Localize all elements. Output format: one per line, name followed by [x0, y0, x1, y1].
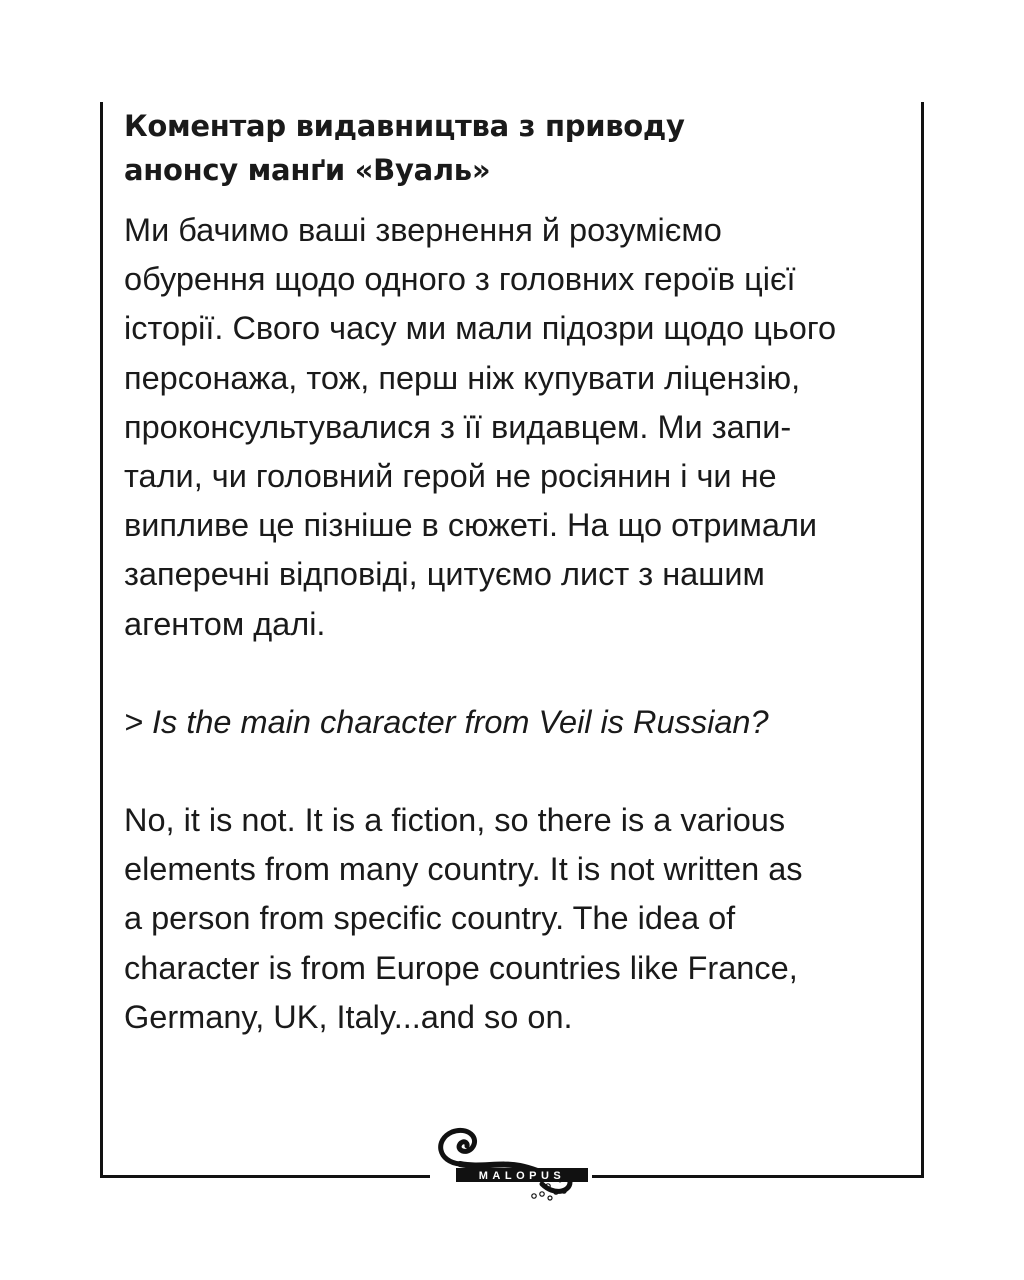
title-line: анонсу манґи «Вуаль»	[124, 153, 491, 187]
octopus-tentacle-icon	[430, 1122, 592, 1202]
answer-line: Germany, UK, Italy...and so on.	[124, 998, 573, 1035]
paragraph-line: обурення щодо одного з головних героїв цієї	[124, 261, 796, 298]
statement-paragraph	[124, 206, 894, 649]
paragraph-line: персонажа, тож, перш ніж купувати ліцензію,	[124, 359, 801, 396]
answer-line: No, it is not. It is a fiction, so there is a various	[124, 802, 786, 839]
paragraph-line: випливе це пізніше в сюжеті. На що отримали	[124, 507, 818, 544]
paragraph-line: історії. Свого часу ми мали підозри щодо цього	[124, 310, 837, 347]
paragraph-line: заперечні відповіді, цитуємо лист з нашим	[124, 556, 765, 593]
logo-wordmark: MALOPUS	[478, 1170, 566, 1182]
answer-line: a person from specific country. The idea of	[124, 900, 736, 937]
title-line: Коментар видавництва з приводу	[124, 109, 685, 143]
paragraph-line: Ми бачимо ваші звернення й розуміємо	[124, 212, 722, 248]
publisher-logo	[430, 1122, 592, 1202]
quoted-question: > Is the main character from Veil is Russian?	[124, 703, 769, 740]
article-title	[124, 104, 894, 192]
paragraph-line: тали, чи головний герой не росіянин і чи не	[124, 458, 777, 495]
quoted-answer	[124, 796, 894, 1042]
answer-line: character is from Europe countries like France,	[124, 949, 798, 986]
paragraph-line: агентом далі.	[124, 605, 326, 642]
paragraph-line: проконсультувалися з її видавцем. Ми запи-	[124, 408, 792, 445]
article	[124, 104, 894, 1042]
answer-line: elements from many country. It is not written as	[124, 851, 803, 888]
